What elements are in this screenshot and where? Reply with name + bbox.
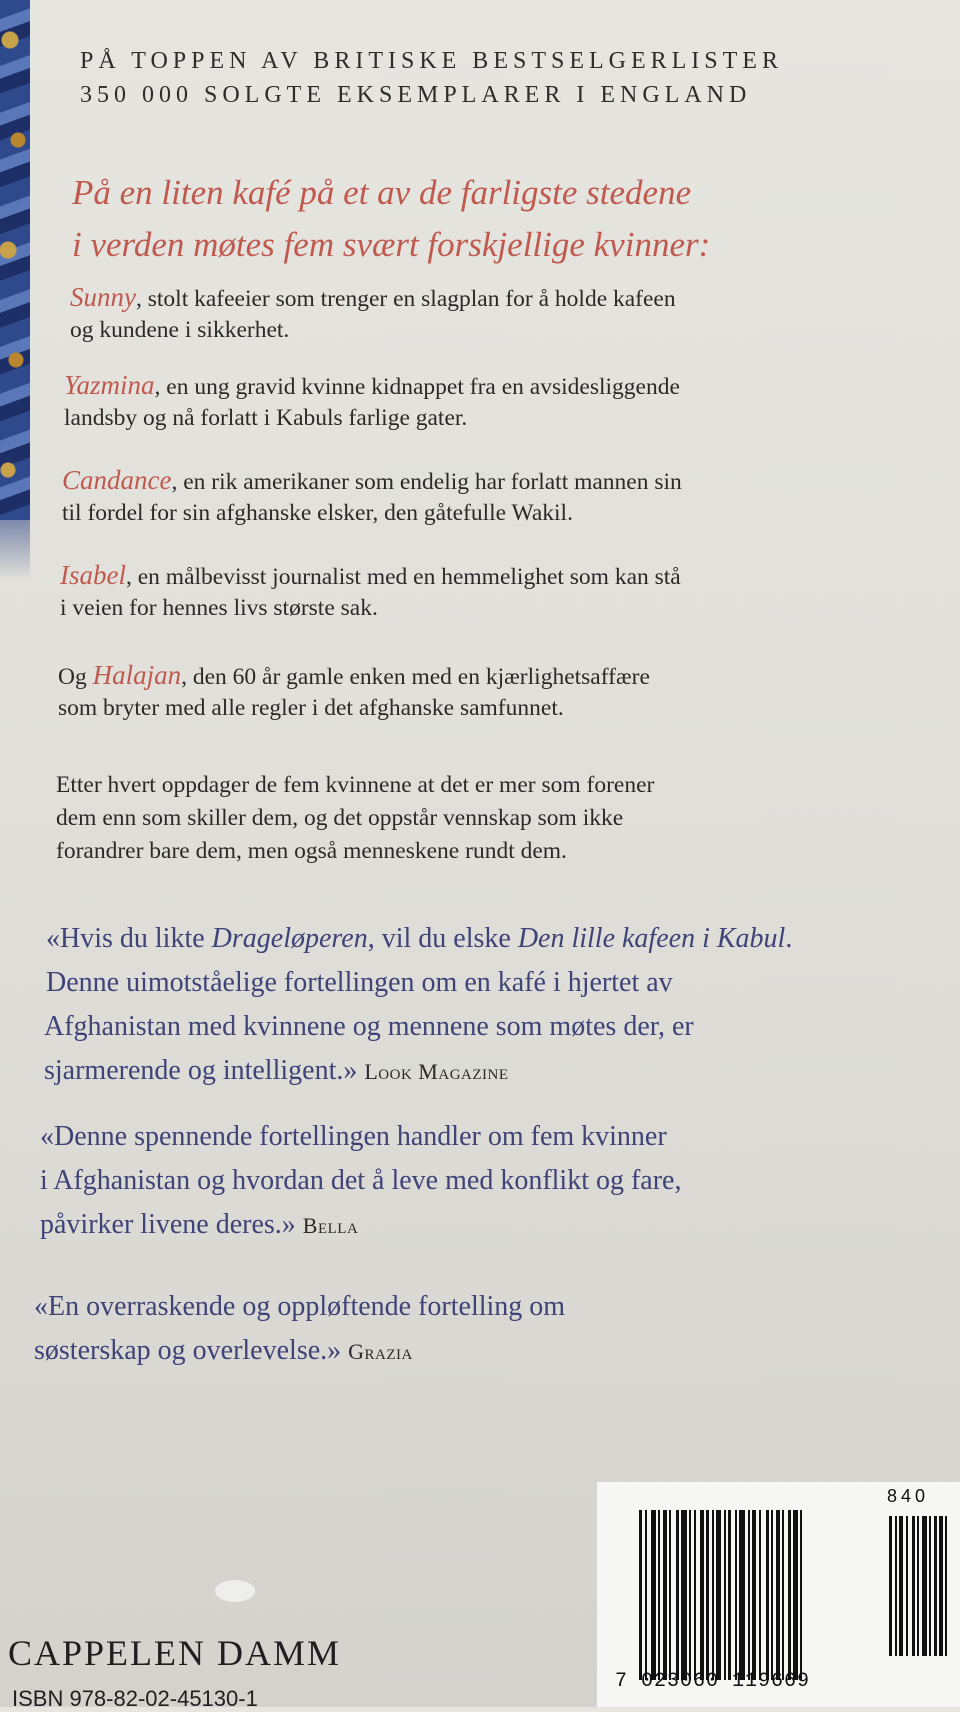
isbn-number: ISBN 978-82-02-45130-1 bbox=[12, 1686, 258, 1711]
character-name: Isabel bbox=[60, 560, 126, 590]
bestseller-banner-line-2: 350 000 SOLGTE EKSEMPLARER I ENGLAND bbox=[80, 82, 752, 108]
character-description-cont: som bryter med alle regler i det afghanske samfunnet. bbox=[58, 695, 564, 721]
barcode-addon-bars bbox=[889, 1516, 947, 1656]
character-prefix: Og bbox=[58, 664, 93, 690]
book-title: Den lille kafeen i Kabul bbox=[517, 923, 786, 954]
quote-source: Grazia bbox=[348, 1339, 413, 1364]
quote-text: «Hvis du likte bbox=[46, 923, 212, 954]
quote-text: «Denne spennende fortellingen handler om fem kvinner bbox=[40, 1121, 667, 1152]
character-description-cont: og kundene i sikkerhet. bbox=[70, 317, 290, 343]
character-description: , en rik amerikaner som endelig har forlatt mannen sin bbox=[171, 469, 682, 495]
character-name: Yazmina bbox=[64, 370, 155, 400]
quote-source: Bella bbox=[302, 1213, 359, 1238]
character-description: , en målbevisst journalist med en hemmelighet som kan stå bbox=[125, 564, 681, 590]
quote-text: , vil du elske bbox=[367, 923, 518, 954]
quote-text: . bbox=[785, 923, 793, 954]
quote-text: Denne uimotståelige fortellingen om en kafé i hjertet av bbox=[46, 967, 673, 998]
bestseller-banner-line-1: PÅ TOPPEN AV BRITISKE BESTSELGERLISTER bbox=[80, 48, 783, 74]
barcode bbox=[597, 1482, 960, 1707]
quote-source: Look Magazine bbox=[364, 1059, 509, 1084]
quote-text: sjarmerende og intelligent.» bbox=[44, 1055, 358, 1086]
intro-heading-line-2: i verden møtes fem svært forskjellige kvinner: bbox=[72, 225, 711, 264]
intro-heading-line-1: På en liten kafé på et av de farligste stedene bbox=[72, 173, 692, 212]
quote-text: i Afghanistan og hvordan det å leve med konflikt og fare, bbox=[40, 1165, 682, 1196]
decorative-pattern-border bbox=[0, 0, 30, 520]
quote-text: søsterskap og overlevelse.» bbox=[34, 1335, 342, 1366]
character-name: Halajan bbox=[92, 660, 182, 690]
publisher-logo: CAPPELEN DAMM bbox=[8, 1633, 342, 1673]
character-name: Candance bbox=[62, 465, 172, 495]
closing-line: dem enn som skiller dem, og det oppstår vennskap som ikke bbox=[56, 805, 624, 831]
closing-line: forandrer bare dem, men også menneskene rundt dem. bbox=[56, 838, 567, 864]
quote-text: påvirker livene deres.» bbox=[40, 1209, 296, 1240]
quote-text: Afghanistan med kvinnene og mennene som møtes der, er bbox=[44, 1011, 694, 1042]
character-description-cont: til fordel for sin afghanske elsker, den gåtefulle Wakil. bbox=[62, 500, 573, 526]
quote-text: «En overraskende og oppløftende fortelling om bbox=[34, 1291, 566, 1322]
character-description: , den 60 år gamle enken med en kjærlighetsaffære bbox=[181, 664, 650, 690]
barcode-bars bbox=[639, 1510, 802, 1680]
cover-scuff-mark bbox=[215, 1580, 255, 1602]
barcode-digits: 7 023060 119669 bbox=[615, 1670, 811, 1693]
character-name: Sunny bbox=[70, 282, 136, 312]
book-title: Drageløperen bbox=[211, 923, 368, 954]
character-description: , stolt kafeeier som trenger en slagplan for å holde kafeen bbox=[135, 286, 676, 312]
character-description-cont: landsby og nå forlatt i Kabuls farlige gater. bbox=[64, 405, 468, 431]
barcode-addon-digits: 840 bbox=[887, 1486, 930, 1506]
closing-line: Etter hvert oppdager de fem kvinnene at det er mer som forener bbox=[56, 772, 655, 798]
character-description: , en ung gravid kvinne kidnappet fra en avsidesliggende bbox=[154, 374, 680, 400]
character-description-cont: i veien for hennes livs største sak. bbox=[60, 595, 378, 621]
